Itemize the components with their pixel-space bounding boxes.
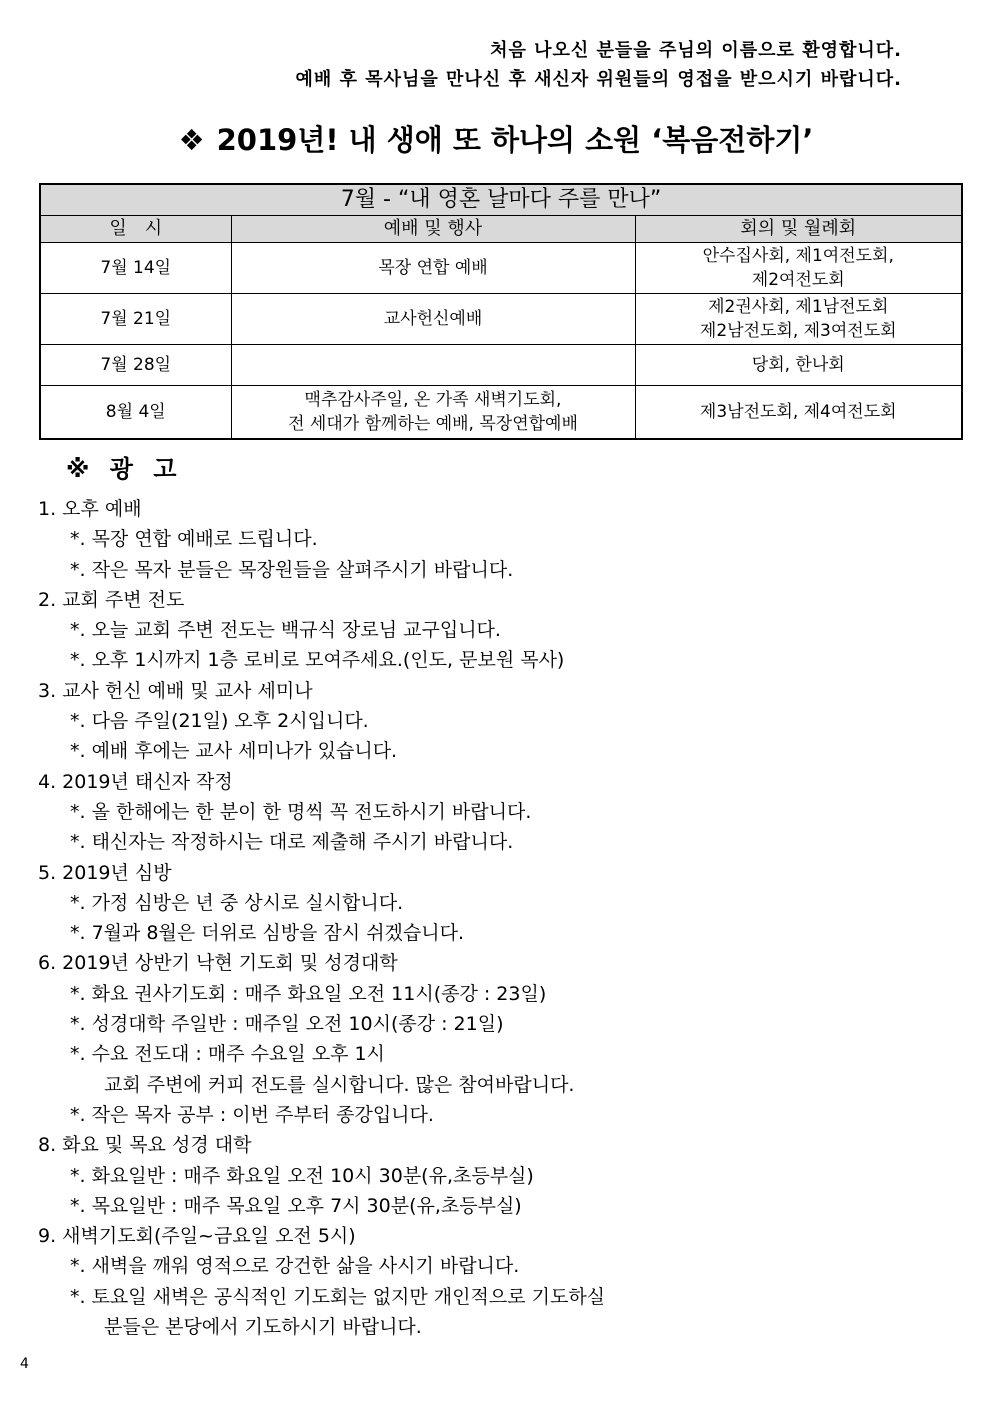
welcome-line-2: 예배 후 목사님을 만나신 후 새신자 위원들의 영접을 받으시기 바랍니다. bbox=[295, 69, 902, 90]
notice-title: 4. 2019년 태신자 작정 bbox=[38, 770, 233, 793]
notice-item: *. 수요 전도대 : 매주 수요일 오후 1시 bbox=[70, 1043, 385, 1066]
notice-title: 8. 화요 및 목요 성경 대학 bbox=[38, 1134, 252, 1157]
notice-title: 9. 새벽기도회(주일~금요일 오전 5시) bbox=[38, 1225, 356, 1248]
events-cell bbox=[231, 386, 635, 440]
event-line: 전 세대가 함께하는 예배, 목장연합예배 bbox=[288, 414, 578, 434]
event-line: 목장 연합 예배 bbox=[378, 258, 488, 278]
meetings-cell bbox=[635, 345, 962, 386]
notice-item: *. 오늘 교회 주변 전도는 백규식 장로님 교구입니다. bbox=[70, 619, 501, 642]
notices-list bbox=[38, 494, 938, 1342]
notice-item: *. 작은 목자 공부 : 이번 주부터 종강입니다. bbox=[70, 1103, 434, 1126]
notice-title: 1. 오후 예배 bbox=[38, 498, 142, 520]
events-cell bbox=[231, 294, 635, 345]
date-cell: 7월 28일 bbox=[40, 345, 231, 386]
page-title-text: 2019년! 내 생애 또 하나의 소원 ‘복음전하기’ bbox=[216, 123, 814, 157]
schedule-table bbox=[39, 183, 963, 440]
notice-title: 2. 교회 주변 전도 bbox=[38, 588, 185, 611]
schedule-banner-row bbox=[40, 184, 962, 216]
notice-item: *. 새벽을 깨워 영적으로 강건한 삶을 사시기 바랍니다. bbox=[70, 1255, 520, 1278]
notices-heading: ※ 광 고 bbox=[66, 455, 183, 483]
page-title bbox=[0, 118, 992, 159]
table-row bbox=[40, 345, 962, 386]
notice-item: *. 화요 권사기도회 : 매주 화요일 오전 11시(종강 : 23일) bbox=[70, 982, 547, 1005]
date-cell: 7월 21일 bbox=[40, 294, 231, 345]
notice-title: 6. 2019년 상반기 낙현 기도회 및 성경대학 bbox=[38, 952, 398, 975]
table-row bbox=[40, 386, 962, 440]
schedule-header-row bbox=[40, 216, 962, 243]
notice-title: 3. 교사 헌신 예배 및 교사 세미나 bbox=[38, 679, 313, 702]
event-line: 교사헌신예배 bbox=[383, 309, 483, 329]
notice-item: *. 7월과 8월은 더위로 심방을 잠시 쉬겠습니다. bbox=[70, 922, 465, 945]
meeting-line: 제2남전도회, 제3여전도회 bbox=[699, 321, 897, 341]
page-number: 4 bbox=[20, 1356, 29, 1372]
meeting-line: 제2권사회, 제1남전도회 bbox=[708, 297, 889, 317]
meeting-line: 당회, 한나회 bbox=[751, 355, 845, 375]
events-cell bbox=[231, 243, 635, 294]
table-row bbox=[40, 294, 962, 345]
date-cell: 8월 4일 bbox=[40, 386, 231, 440]
notice-item: *. 목요일반 : 매주 목요일 오후 7시 30분(유,초등부실) bbox=[70, 1194, 522, 1217]
notice-item: *. 화요일반 : 매주 화요일 오전 10시 30분(유,초등부실) bbox=[70, 1164, 534, 1187]
notice-item: *. 예배 후에는 교사 세미나가 있습니다. bbox=[70, 740, 398, 763]
meetings-cell bbox=[635, 294, 962, 345]
meeting-line: 제3남전도회, 제4여전도회 bbox=[699, 402, 897, 422]
event-line: 맥추감사주일, 온 가족 새벽기도회, bbox=[304, 390, 562, 410]
notice-item-continuation: 교회 주변에 커피 전도를 실시합니다. 많은 참여바랍니다. bbox=[104, 1073, 575, 1096]
meeting-line: 안수집사회, 제1여전도회, bbox=[702, 246, 894, 266]
meeting-line: 제2여전도회 bbox=[751, 270, 845, 290]
notice-item: *. 오후 1시까지 1층 로비로 모여주세요.(인도, 문보원 목사) bbox=[70, 649, 565, 672]
notice-item: *. 다음 주일(21일) 오후 2시입니다. bbox=[70, 710, 369, 733]
welcome-message bbox=[296, 36, 903, 94]
column-header-date: 일 시 bbox=[40, 216, 231, 243]
date-cell: 7월 14일 bbox=[40, 243, 231, 294]
welcome-line-1: 처음 나오신 분들을 주님의 이름으로 환영합니다. bbox=[490, 40, 902, 61]
notice-item: *. 목장 연합 예배로 드립니다. bbox=[70, 528, 318, 551]
notice-item-continuation: 분들은 본당에서 기도하시기 바랍니다. bbox=[104, 1316, 422, 1339]
notice-title: 5. 2019년 심방 bbox=[38, 861, 172, 884]
diamond-icon: ❖ bbox=[178, 123, 205, 157]
notice-item: *. 태신자는 작정하시는 대로 제출해 주시기 바랍니다. bbox=[70, 831, 514, 854]
table-row bbox=[40, 243, 962, 294]
meetings-cell bbox=[635, 386, 962, 440]
column-header-events: 예배 및 행사 bbox=[231, 216, 635, 243]
notice-item: *. 가정 심방은 년 중 상시로 실시합니다. bbox=[70, 891, 404, 914]
column-header-meetings: 회의 및 월례회 bbox=[635, 216, 962, 243]
notice-item: *. 작은 목자 분들은 목장원들을 살펴주시기 바랍니다. bbox=[70, 558, 514, 581]
meetings-cell bbox=[635, 243, 962, 294]
events-cell bbox=[231, 345, 635, 386]
notice-item: *. 성경대학 주일반 : 매주일 오전 10시(종강 : 21일) bbox=[70, 1013, 504, 1036]
schedule-banner: 7월 - “내 영혼 날마다 주를 만나” bbox=[40, 184, 962, 216]
notice-item: *. 토요일 새벽은 공식적인 기도회는 없지만 개인적으로 기도하실 bbox=[70, 1285, 606, 1308]
notice-item: *. 올 한해에는 한 분이 한 명씩 꼭 전도하시기 바랍니다. bbox=[70, 800, 532, 823]
